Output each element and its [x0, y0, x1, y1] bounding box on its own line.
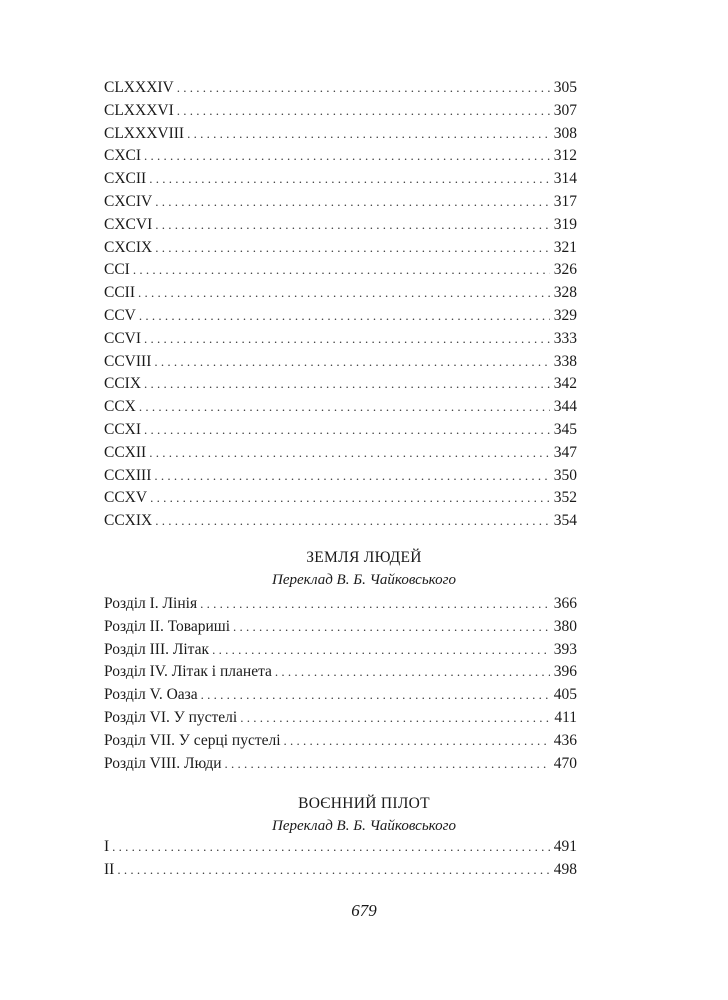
dot-leader: [150, 487, 550, 510]
toc-entry-label: Розділ VI. У пустелі: [104, 708, 238, 726]
toc-entry-label: CCXIX: [104, 512, 153, 530]
toc-entry: [104, 259, 577, 282]
toc-entry-page-number: 321: [553, 238, 577, 256]
toc-entry-page-number: 319: [553, 215, 577, 233]
toc-entry: [104, 351, 577, 374]
toc-entry-page-number: 328: [553, 284, 577, 302]
toc-entry: [104, 396, 577, 419]
dot-leader: [144, 328, 550, 351]
toc-entry: [104, 859, 577, 882]
toc-entry-page-number: 333: [553, 329, 577, 347]
toc-entry: [104, 100, 577, 123]
toc-entry: [104, 419, 577, 442]
toc-entry-label: CCXV: [104, 489, 148, 507]
dot-leader: [155, 237, 550, 260]
toc-entry-label: Розділ IV. Літак і планета: [104, 663, 272, 681]
toc-entry-page-number: 498: [553, 860, 577, 878]
toc-entry-label: CXCII: [104, 170, 147, 188]
toc-entry-label: II: [104, 860, 115, 878]
toc-entry-page-number: 305: [553, 79, 577, 96]
toc-entry-label: CXCVI: [104, 215, 153, 233]
toc-entry-page-number: 308: [553, 124, 577, 142]
toc-entry-label: CXCIX: [104, 238, 153, 256]
dot-leader: [155, 510, 550, 533]
dot-leader: [201, 684, 550, 707]
toc-entry-page-number: 491: [553, 838, 577, 855]
dot-leader: [155, 191, 550, 214]
toc-entry-label: Розділ III. Літак: [104, 640, 210, 658]
toc-entry-page-number: 329: [553, 306, 577, 324]
toc-entry: [104, 442, 577, 465]
toc-entry: [104, 465, 577, 488]
toc-entry: [104, 661, 577, 684]
toc-entry: [104, 593, 577, 616]
toc-entry: [104, 328, 577, 351]
toc-entry-page-number: 344: [553, 398, 577, 416]
toc-entry: [104, 616, 577, 639]
dot-leader: [154, 351, 549, 374]
toc-entry: [104, 510, 577, 533]
toc-entry-label: CCXI: [104, 420, 142, 438]
dot-leader: [275, 661, 550, 684]
toc-entry: [104, 639, 577, 662]
toc-entry: [104, 753, 577, 776]
toc-entry-page-number: 342: [553, 375, 577, 393]
toc-entry: [104, 684, 577, 707]
toc-entry-page-number: 405: [553, 686, 577, 704]
toc-entry-page-number: 347: [553, 443, 577, 461]
toc-entry-label: Розділ I. Лінія: [104, 595, 198, 612]
toc-list-top: [104, 77, 577, 533]
toc-entry: [104, 373, 577, 396]
toc-entry-page-number: 345: [553, 420, 577, 438]
section-title-earth: ЗЕМЛЯ ЛЮДЕЙ: [306, 549, 422, 566]
dot-leader: [112, 836, 550, 859]
toc-entry-label: Розділ VIII. Люди: [104, 754, 222, 772]
toc-entry-label: CXCI: [104, 147, 142, 165]
toc-entry-label: CLXXXIV: [104, 79, 174, 96]
section-title-pilot: ВОЄННИЙ ПІЛОТ: [298, 795, 430, 812]
dot-leader: [284, 730, 550, 753]
dot-leader: [144, 373, 550, 396]
toc-entry: [104, 836, 577, 859]
toc-list-earth: [104, 593, 577, 775]
dot-leader: [212, 639, 550, 662]
toc-entry-page-number: 352: [553, 489, 577, 507]
dot-leader: [155, 214, 550, 237]
dot-leader: [240, 707, 550, 730]
toc-entry-label: CCII: [104, 284, 135, 302]
dot-leader: [139, 305, 550, 328]
toc-entry-label: Розділ II. Товариші: [104, 617, 231, 635]
toc-entry-label: CCV: [104, 306, 136, 324]
toc-entry-page-number: 317: [553, 192, 577, 210]
toc-entry-page-number: 396: [553, 663, 577, 681]
toc-entry-label: CCIX: [104, 375, 142, 393]
toc-entry-page-number: 470: [553, 754, 577, 772]
toc-entry-label: CCX: [104, 398, 136, 416]
toc-entry-label: CCVI: [104, 329, 142, 347]
toc-entry-page-number: 366: [553, 595, 577, 612]
toc-entry: [104, 282, 577, 305]
toc-entry: [104, 305, 577, 328]
toc-entry: [104, 730, 577, 753]
toc-entry-label: CCXII: [104, 443, 147, 461]
toc-entry-page-number: 350: [553, 466, 577, 484]
toc-entry-label: CXCIV: [104, 192, 153, 210]
dot-leader: [144, 419, 550, 442]
dot-leader: [149, 442, 550, 465]
dot-leader: [144, 145, 550, 168]
page-number: 679: [351, 901, 377, 920]
toc-entry-page-number: 354: [553, 512, 577, 530]
toc-entry-page-number: 380: [553, 617, 577, 635]
toc-entry-page-number: 312: [553, 147, 577, 165]
toc-entry-label: CLXXXVI: [104, 101, 174, 119]
toc-entry: [104, 145, 577, 168]
toc-entry-label: Розділ VII. У серці пустелі: [104, 731, 281, 749]
toc-entry-page-number: 307: [553, 101, 577, 119]
toc-entry-page-number: 393: [553, 640, 577, 658]
dot-leader: [117, 859, 549, 882]
toc-entry-page-number: 411: [554, 708, 577, 726]
toc-entry-page-number: 436: [553, 731, 577, 749]
dot-leader: [133, 259, 550, 282]
toc-entry-label: CCVIII: [104, 352, 152, 370]
toc-entry: [104, 77, 577, 100]
section-subtitle-earth: Переклад В. Б. Чайковського: [272, 572, 456, 588]
dot-leader: [139, 396, 550, 419]
dot-leader: [200, 593, 550, 616]
toc-entry-label: CCXIII: [104, 466, 152, 484]
toc-entry: [104, 237, 577, 260]
toc-entry-label: CCI: [104, 261, 130, 279]
toc-list-pilot: [104, 836, 577, 882]
toc-entry-label: Розділ V. Оаза: [104, 686, 198, 704]
dot-leader: [177, 100, 550, 123]
toc-entry-page-number: 314: [553, 170, 577, 188]
toc-entry: [104, 191, 577, 214]
dot-leader: [149, 168, 550, 191]
dot-leader: [225, 753, 550, 776]
dot-leader: [233, 616, 550, 639]
toc-entry-label: I: [104, 838, 110, 855]
toc-entry-page-number: 326: [553, 261, 577, 279]
dot-leader: [154, 465, 549, 488]
section-subtitle-pilot: Переклад В. Б. Чайковського: [272, 818, 456, 834]
toc-entry: [104, 123, 577, 146]
toc-entry: [104, 707, 577, 730]
toc-entry: [104, 214, 577, 237]
toc-entry-label: CLXXXVIII: [104, 124, 185, 142]
toc-entry: [104, 168, 577, 191]
toc-entry: [104, 487, 577, 510]
toc-entry-page-number: 338: [553, 352, 577, 370]
dot-leader: [138, 282, 550, 305]
dot-leader: [177, 77, 550, 100]
dot-leader: [187, 123, 550, 146]
